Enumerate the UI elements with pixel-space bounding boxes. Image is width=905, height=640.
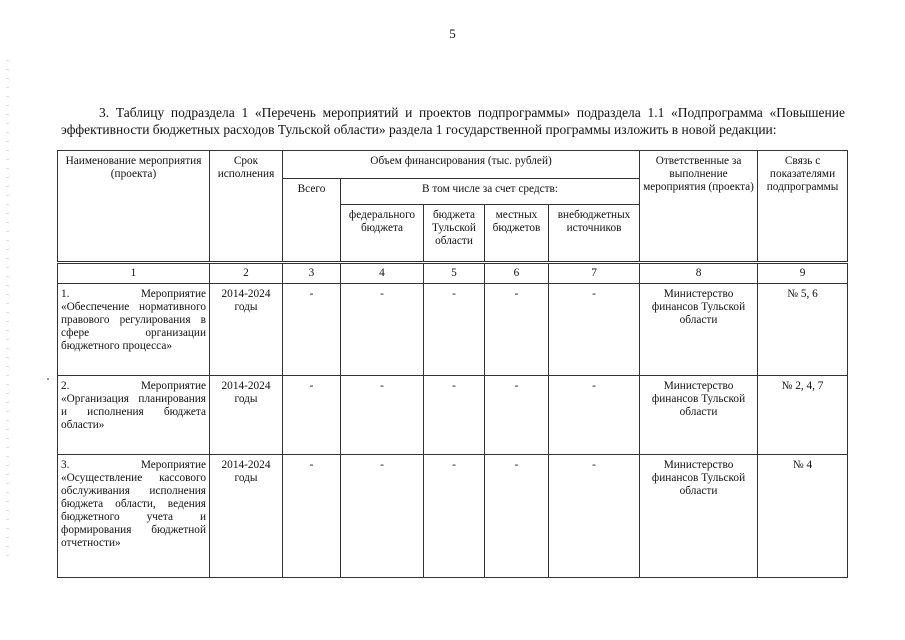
indicator-link: № 2, 4, 7 [758,376,848,455]
header-local: местных бюджетов [485,205,549,263]
header-term: Срок исполнения [210,151,283,263]
column-number-row [58,263,848,284]
responsible-body: Министерство финансов Тульской области [640,284,758,376]
scan-margin-marks [6,60,9,560]
header-extra: внебюджетных источников [549,205,640,263]
table-row [58,376,848,455]
column-number: 7 [549,263,640,284]
responsible-body: Министерство финансов Тульской области [640,376,758,455]
funding-federal: - [341,455,424,578]
header-total: Всего [283,179,341,263]
activity-term: 2014-2024 годы [210,284,283,376]
activity-term: 2014-2024 годы [210,455,283,578]
header-name: Наименование мероприятия (проекта) [58,151,210,263]
column-number: 9 [758,263,848,284]
indicator-link: № 4 [758,455,848,578]
header-row-1 [58,151,848,179]
column-number: 8 [640,263,758,284]
scan-speck [47,378,49,380]
funding-extra: - [549,284,640,376]
funding-regional: - [424,376,485,455]
column-number: 6 [485,263,549,284]
column-number: 2 [210,263,283,284]
intro-paragraph: 3. Таблицу подраздела 1 «Перечень мероприятий и проектов подпрограммы» подраздела 1.1 «Подпрограмма «Повышение эффективности бюджетных расходов Тульской области» раздела 1 государственной программы изложить в новой редакции: [61,104,845,137]
funding-federal: - [341,376,424,455]
page-number: 5 [449,26,456,41]
activity-name: 2. Мероприятие «Организация планирования и исполнения бюджета области» [58,376,210,455]
header-federal: федерального бюджета [341,205,424,263]
header-funding: Объем финансирования (тыс. рублей) [283,151,640,179]
table-row [58,455,848,578]
funding-extra: - [549,376,640,455]
funding-regional: - [424,284,485,376]
funding-federal: - [341,284,424,376]
funding-local: - [485,376,549,455]
activity-name: 3. Мероприятие «Осуществление кассового обслуживания исполнения бюджета области, ведения бюджетного учета и формирования бюджетной отчетности» [58,455,210,578]
activities-table [57,150,848,578]
funding-regional: - [424,455,485,578]
funding-local: - [485,455,549,578]
activity-name: 1. Мероприятие «Обеспечение нормативного правового регулирования в сфере организации бюджетного процесса» [58,284,210,376]
column-number: 5 [424,263,485,284]
header-responsible: Ответственные за выполнение мероприятия (проекта) [640,151,758,263]
funding-total: - [283,455,341,578]
column-number: 4 [341,263,424,284]
funding-total: - [283,284,341,376]
indicator-link: № 5, 6 [758,284,848,376]
header-including: В том числе за счет средств: [341,179,640,205]
responsible-body: Министерство финансов Тульской области [640,455,758,578]
activity-term: 2014-2024 годы [210,376,283,455]
table-row [58,284,848,376]
header-regional: бюджета Тульской области [424,205,485,263]
funding-local: - [485,284,549,376]
column-number: 1 [58,263,210,284]
header-link: Связь с показателями подпрограммы [758,151,848,263]
column-number: 3 [283,263,341,284]
funding-extra: - [549,455,640,578]
funding-total: - [283,376,341,455]
